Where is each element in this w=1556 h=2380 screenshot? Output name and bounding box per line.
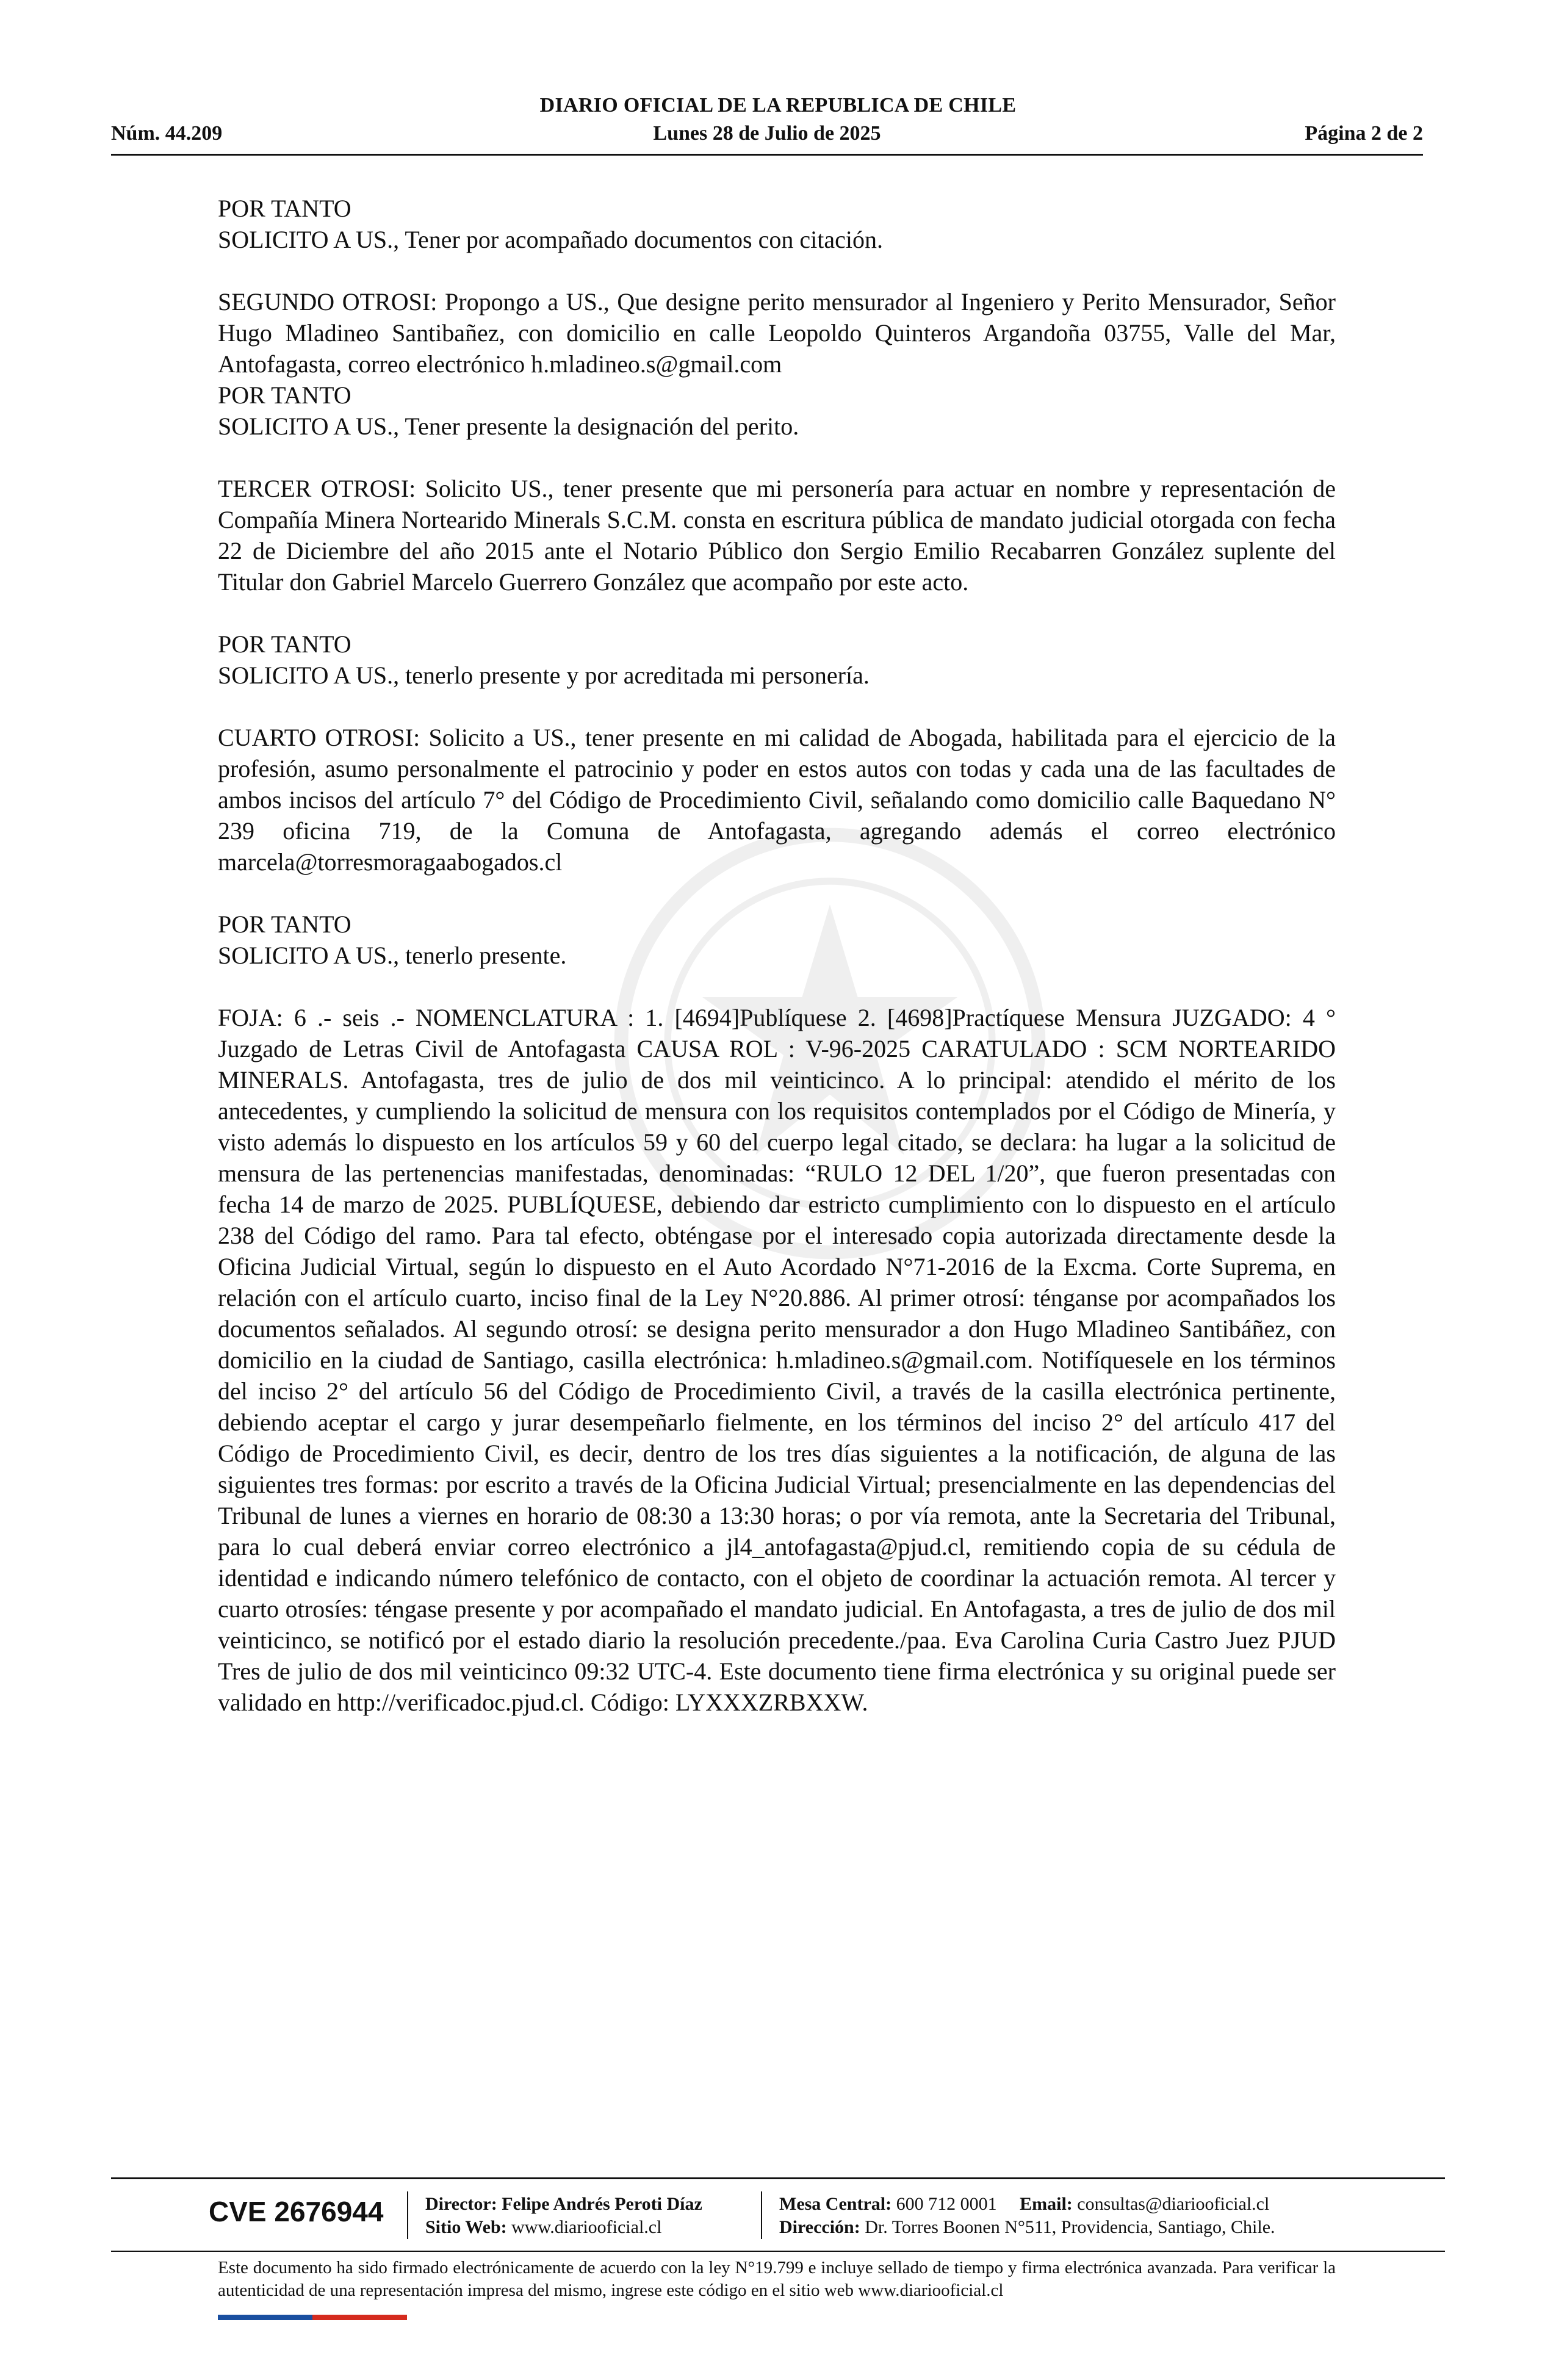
legal-notice: Este documento ha sido firmado electrónicamente de acuerdo con la ley N°19.799 e incluye sellado de tiempo y firma electrónica avanzada. Para verificar la autenticidad de una representación impresa del mismo, ingrese este código en el sitio web www.diariooficial.cl xyxy=(218,2258,1336,2300)
address-label: Dirección: xyxy=(779,2217,860,2237)
address-line xyxy=(779,2216,1275,2239)
paragraph-2 xyxy=(218,286,1336,442)
email-link[interactable]: consultas@diariooficial.cl xyxy=(1077,2194,1270,2214)
text-line: POR TANTO xyxy=(218,381,351,409)
publication-title: DIARIO OFICIAL DE LA REPUBLICA DE CHILE xyxy=(539,94,1017,117)
website-line xyxy=(425,2216,702,2239)
text-line: SOLICITO A US., Tener por acompañado documentos con citación. xyxy=(218,226,883,253)
issue-number: Núm. 44.209 xyxy=(111,122,223,145)
text-line: SOLICITO A US., tenerlo presente y por acreditada mi personería. xyxy=(218,662,870,689)
contact-block xyxy=(779,2193,1275,2239)
director-name: Felipe Andrés Peroti Díaz xyxy=(502,2194,702,2214)
text-line: POR TANTO xyxy=(218,630,351,658)
director-label: Director: xyxy=(425,2194,497,2214)
paragraph-4 xyxy=(218,629,1336,691)
paragraph-7 xyxy=(218,1002,1336,1718)
flag-red-segment xyxy=(312,2315,407,2320)
paragraph-5 xyxy=(218,722,1336,878)
chile-flag-bar xyxy=(218,2315,407,2320)
paragraph-3 xyxy=(218,473,1336,597)
text-line: FOJA: 6 .- seis .- NOMENCLATURA : 1. [4694]Publíquese 2. [4698]Practíquese Mensura JUZGADO: 4 ° Juzgado de Letras Civil de Antofagasta CAUSA ROL : V-96-2025 CARATULADO : SCM NORTEARIDO MINERALS. Antofagasta, tres de julio de dos mil veinticinco. A lo principal: atendido el mérito de los antecedentes, y cumpliendo la solicitud de mensura con los requisitos contemplados por el Código de Minería, y visto además lo dispuesto en los artículos 59 y 60 del cuerpo legal citado, se declara: ha lugar a la solicitud de mensura de las pertenencias manifestadas, denominadas: “RULO 12 DEL 1/20”, que fueron presentadas con fecha 14 de marzo de 2025. PUBLÍQUESE, debiendo dar estricto cumplimiento con lo dispuesto en el artículo 238 del Código del ramo. Para tal efecto, obténgase por el interesado copia autorizada directamente desde la Oficina Judicial Virtual, según lo dispuesto en el Auto Acordado N°71-2016 de la Excma. Corte Suprema, en relación con el artículo cuarto, inciso final de la Ley N°20.886. Al primer otrosí: ténganse por acompañados los documentos señalados. Al segundo otrosí: se designa perito mensurador a don Hugo Mladineo Santibáñez, con domicilio en la ciudad de Santiago, casilla electrónica: h.mladineo.s@gmail.com. Notifíquesele en los términos del inciso 2° del artículo 56 del Código de Procedimiento Civil, a través de la casilla electrónica pertinente, debiendo aceptar el cargo y jurar desempeñarlo fielmente, en los términos del inciso 2° del artículo 417 del Código de Procedimiento Civil, es decir, dentro de los tres días siguientes a la notificación, de alguna de las siguientes tres formas: por escrito a través de la Oficina Judicial Virtual; presencialmente en las dependencias del Tribunal de lunes a viernes en horario de 08:30 a 13:30 horas; o por vía remota, ante la Secretaria del Tribunal, para lo cual deberá enviar correo electrónico a jl4_antofagasta@pjud.cl, remitiendo copia de su cédula de identidad e indicando número telefónico de contacto, con el objeto de coordinar la actuación remota. Al tercer y cuarto otrosíes: téngase presente y por acompañado el mandato judicial. En Antofagasta, a tres de julio de dos mil veinticinco, se notificó por el estado diario la resolución precedente./paa. Eva Carolina Curia Castro Juez PJUD Tres de julio de dos mil veinticinco 09:32 UTC-4. Este documento tiene firma electrónica y su original puede ser validado en http://verificadoc.pjud.cl. Código: LYXXXZRBXXW. xyxy=(218,1004,1336,1716)
header-row xyxy=(111,122,1423,149)
footer-divider-mid xyxy=(111,2251,1445,2252)
mesa-label: Mesa Central: xyxy=(779,2194,892,2214)
flag-blue-segment xyxy=(218,2315,312,2320)
paragraph-1 xyxy=(218,193,1336,255)
issue-date: Lunes 28 de Julio de 2025 xyxy=(653,122,881,145)
director-block xyxy=(425,2193,702,2239)
email-label: Email: xyxy=(1020,2194,1073,2214)
text-line: SOLICITO A US., tenerlo presente. xyxy=(218,942,567,969)
paragraph-6 xyxy=(218,909,1336,971)
text-line: POR TANTO xyxy=(218,195,351,222)
header-divider xyxy=(111,154,1423,156)
footer-separator xyxy=(407,2191,408,2239)
footer-info xyxy=(111,2188,1445,2243)
address-value: Dr. Torres Boonen N°511, Providencia, Santiago, Chile. xyxy=(865,2217,1275,2237)
text-line: SOLICITO A US., Tener presente la designación del perito. xyxy=(218,413,799,440)
text-line: TERCER OTROSI: Solicito US., tener presente que mi personería para actuar en nombre y representación de Compañía Minera Nortearido Minerals S.C.M. consta en escritura pública de mandato judicial otorgada con fecha 22 de Diciembre del año 2015 ante el Notario Público don Sergio Emilio Recabarren González suplente del Titular don Gabriel Marcelo Guerrero González que acompaño por este acto. xyxy=(218,475,1336,596)
mesa-phone: 600 712 0001 xyxy=(896,2194,997,2214)
text-line: POR TANTO xyxy=(218,911,351,938)
cve-code: CVE 2676944 xyxy=(209,2196,384,2227)
text-line: CUARTO OTROSI: Solicito a US., tener presente en mi calidad de Abogada, habilitada para el ejercicio de la profesión, asumo personalmente el patrocinio y poder en estos autos con todas y cada una de las facultades de ambos incisos del artículo 7° del Código de Procedimiento Civil, señalando como domicilio calle Baquedano N° 239 oficina 719, de la Comuna de Antofagasta, agregando además el correo electrónico marcela@torresmoragaabogados.cl xyxy=(218,724,1336,876)
text-line: SEGUNDO OTROSI: Propongo a US., Que designe perito mensurador al Ingeniero y Perito Mensurador, Señor Hugo Mladineo Santibañez, con domicilio en calle Leopoldo Quinteros Argandoña 03755, Valle del Mar, Antofagasta, correo electrónico h.mladineo.s@gmail.com xyxy=(218,288,1336,378)
footer-separator xyxy=(761,2191,762,2239)
contact-line xyxy=(779,2193,1275,2216)
footer-divider-top xyxy=(111,2177,1445,2179)
website-link[interactable]: www.diariooficial.cl xyxy=(511,2217,662,2237)
document-body xyxy=(218,193,1336,1749)
director-line xyxy=(425,2193,702,2216)
page-indicator: Página 2 de 2 xyxy=(1305,122,1423,145)
website-label: Sitio Web: xyxy=(425,2217,507,2237)
